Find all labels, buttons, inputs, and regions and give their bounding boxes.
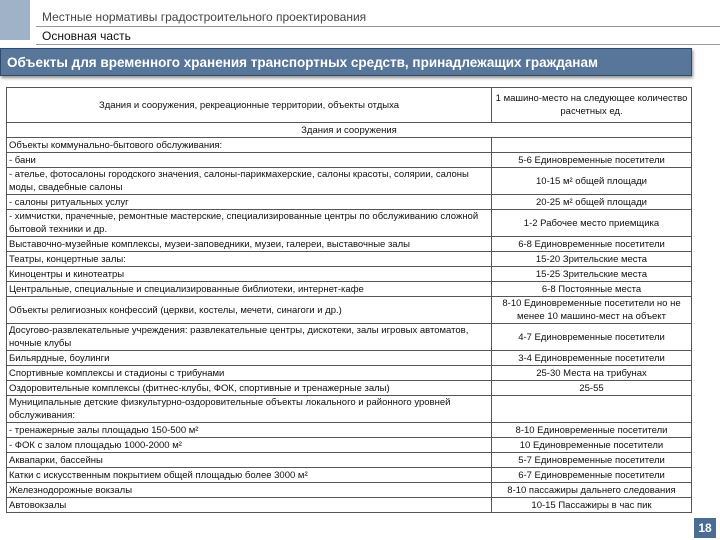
table-row (7, 282, 692, 297)
row-label: Досугово-развлекательные учреждения: развлекательные центры, дискотеки, залы игровых автоматов, ночные клубы (7, 324, 492, 351)
row-label: - тренажерные залы площадью 150-500 м² (7, 423, 492, 438)
document-subtitle: Основная часть (42, 29, 131, 43)
row-value: 10-15 м² общей площади (492, 168, 692, 195)
table-row (7, 252, 692, 267)
table-row (7, 210, 692, 237)
row-value: 6-8 Постоянные места (492, 282, 692, 297)
row-label: - ателье, фотосалоны городского значения, салоны-парикмахерские, салоны красоты, солярии, салоны моды, свадебные салоны (7, 168, 492, 195)
table-row (7, 498, 692, 513)
row-value: 15-25 Зрительские места (492, 267, 692, 282)
row-label: Катки с искусственным покрытием общей площадью более 3000 м² (7, 468, 492, 483)
row-label: Выставочно-музейные комплексы, музеи-заповедники, музеи, галереи, выставочные залы (7, 237, 492, 252)
table-row (7, 396, 692, 423)
row-value: 5-7 Единовременные посетители (492, 453, 692, 468)
row-label: - химчистки, прачечные, ремонтные мастерские, специализированные центры по обслуживанию сложной бытовой техники и др. (7, 210, 492, 237)
table-row (7, 153, 692, 168)
document-title: Местные нормативы градостроительного проектирования (42, 10, 367, 24)
row-value: 8-10 Единовременные посетители (492, 423, 692, 438)
row-label: Театры, концертные залы: (7, 252, 492, 267)
table-row (7, 381, 692, 396)
header-accent-bar (0, 0, 30, 40)
row-label: Оздоровительные комплексы (фитнес-клубы, ФОК, спортивные и тренажерные залы) (7, 381, 492, 396)
col-header-objects: Здания и сооружения, рекреационные территории, объекты отдыха (7, 88, 492, 123)
row-value: 4-7 Единовременные посетители (492, 324, 692, 351)
table-row (7, 453, 692, 468)
section-heading: Здания и сооружения (7, 123, 692, 138)
row-label: Автовокзалы (7, 498, 492, 513)
table-row (7, 324, 692, 351)
table-row (7, 468, 692, 483)
table-row (7, 438, 692, 453)
table-row (7, 351, 692, 366)
row-value (492, 396, 692, 423)
row-value: 8-10 Единовременные посетители но не менее 10 машино-мест на объект (492, 297, 692, 324)
table-row (7, 195, 692, 210)
row-value: 8-10 пассажиры дальнего следования (492, 483, 692, 498)
row-value: 10-15 Пассажиры в час пик (492, 498, 692, 513)
row-value (492, 138, 692, 153)
row-label: Объекты религиозных конфессий (церкви, костелы, мечети, синагоги и др.) (7, 297, 492, 324)
row-value: 25-30 Места на трибунах (492, 366, 692, 381)
row-label: Центральные, специальные и специализированные библиотеки, интернет-кафе (7, 282, 492, 297)
table-header-row (7, 88, 692, 123)
row-value: 20-25 м² общей площади (492, 195, 692, 210)
row-label: - ФОК с залом площадью 1000-2000 м² (7, 438, 492, 453)
table-row (7, 267, 692, 282)
row-label: Объекты коммунально-бытового обслуживания: (7, 138, 492, 153)
row-value: 1-2 Рабочее место приемщика (492, 210, 692, 237)
parking-norms-table (6, 87, 692, 513)
table-row (7, 366, 692, 381)
row-label: Аквапарки, бассейны (7, 453, 492, 468)
row-value: 6-8 Единовременные посетители (492, 237, 692, 252)
row-label: Киноцентры и кинотеатры (7, 267, 492, 282)
row-label: Муниципальные детские физкультурно-оздоровительные объекты локального и районного уровней обслуживания: (7, 396, 492, 423)
table-row (7, 483, 692, 498)
row-value: 10 Единовременные посетители (492, 438, 692, 453)
row-label: - салоны ритуальных услуг (7, 195, 492, 210)
row-value: 6-7 Единовременные посетители (492, 468, 692, 483)
row-label: - бани (7, 153, 492, 168)
table-row (7, 138, 692, 153)
row-label: Спортивные комплексы и стадионы с трибунами (7, 366, 492, 381)
table-row (7, 237, 692, 252)
row-value: 5-6 Единовременные посетители (492, 153, 692, 168)
section-banner: Объекты для временного хранения транспортных средств, принадлежащих гражданам (0, 48, 692, 76)
table-row (7, 423, 692, 438)
row-label: Железнодорожные вокзалы (7, 483, 492, 498)
table-section-row (7, 123, 692, 138)
header-divider-top (36, 26, 720, 27)
row-label: Бильярдные, боулинги (7, 351, 492, 366)
row-value: 25-55 (492, 381, 692, 396)
table-row (7, 168, 692, 195)
table-row (7, 297, 692, 324)
row-value: 15-20 Зрительские места (492, 252, 692, 267)
header-divider-bottom (36, 44, 720, 45)
row-value: 3-4 Единовременные посетители (492, 351, 692, 366)
page-number-badge: 18 (694, 518, 716, 538)
col-header-parking: 1 машино-место на следующее количество расчетных ед. (492, 88, 692, 123)
